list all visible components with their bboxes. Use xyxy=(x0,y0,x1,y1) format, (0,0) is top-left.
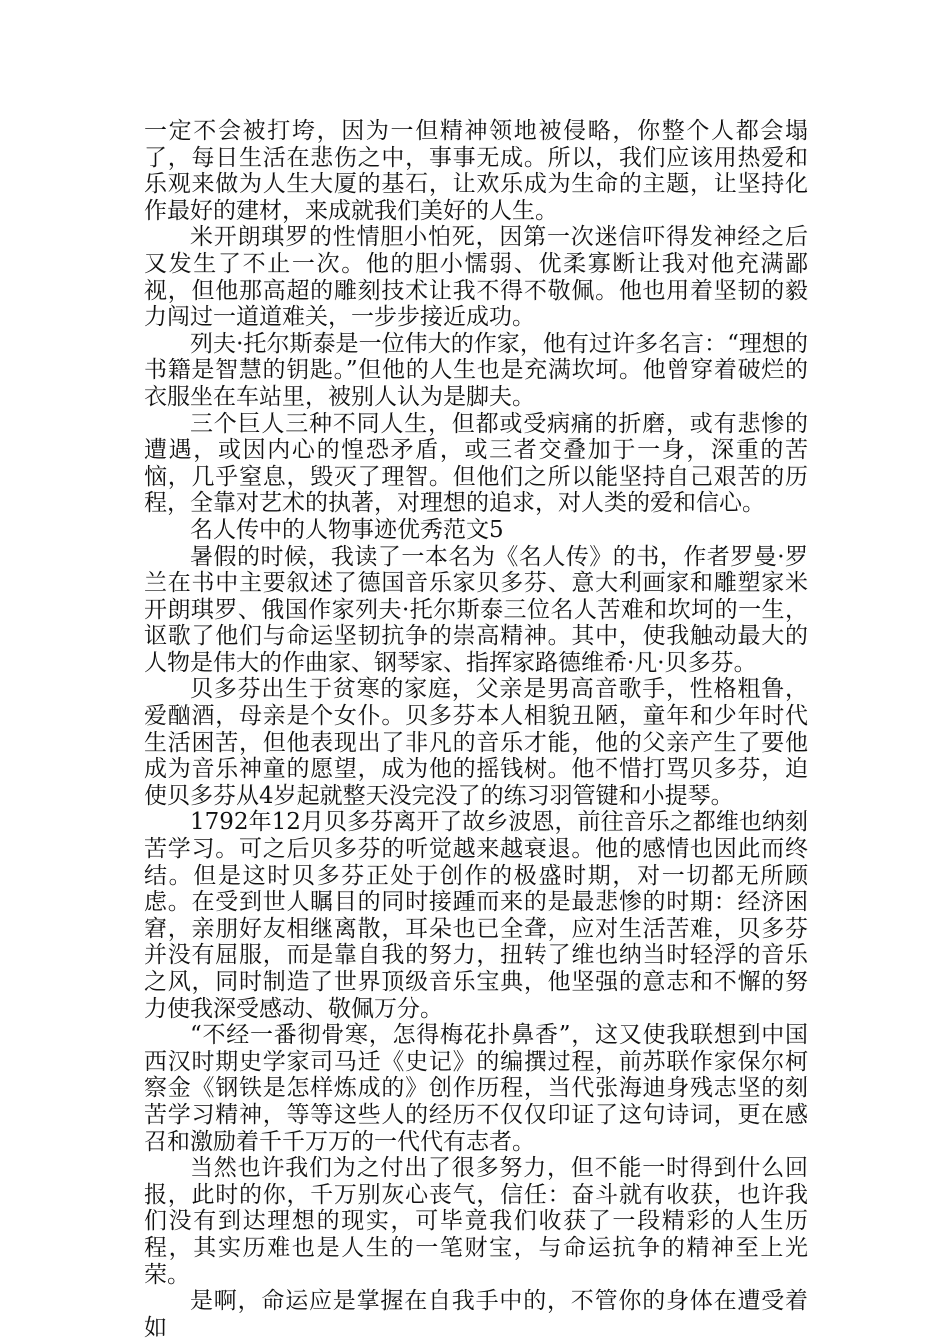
paragraph-3: 列夫·托尔斯泰是一位伟大的作家，他有过许多名言：“理想的书籍是智慧的钥匙。”但他的人生也是充满坎坷。他曾穿着破烂的衣服坐在车站里，被别人认为是脚夫。 xyxy=(144,330,808,410)
paragraph-8: “不经一番彻骨寒，怎得梅花扑鼻香”，这又使我联想到中国西汉时期史学家司马迁《史记》的编撰过程，前苏联作家保尔柯察金《钢铁是怎样炼成的》创作历程，当代张海迪身残志坚的刻苦学习精神，等等这些人的经历不仅仅印证了这句诗词，更在感召和激励着千千万万的一代代有志者。 xyxy=(144,1022,808,1155)
paragraph-1: 一定不会被打垮，因为一但精神领地被侵略，你整个人都会塌了，每日生活在悲伤之中，事事无成。所以，我们应该用热爱和乐观来做为人生大厦的基石，让欢乐成为生命的主题，让坚持化作最好的建材，来成就我们美好的人生。 xyxy=(144,118,808,224)
paragraph-6: 贝多芬出生于贫寒的家庭，父亲是男高音歌手，性格粗鲁，爱酗酒，母亲是个女仆。贝多芬本人相貌丑陋，童年和少年时代生活困苦，但他表现出了非凡的音乐才能，他的父亲产生了要他成为音乐神童的愿望，成为他的摇钱树。他不惜打骂贝多芬，迫使贝多芬从4岁起就整天没完没了的练习羽管键和小提琴。 xyxy=(144,676,808,809)
section-heading: 名人传中的人物事迹优秀范文5 xyxy=(190,516,504,543)
paragraph-9: 当然也许我们为之付出了很多努力，但不能一时得到什么回报，此时的你，千万别灰心丧气，信任：奋斗就有收获，也许我们没有到达理想的现实，可毕竟我们收获了一段精彩的人生历程，其实历难也是人生的一笔财宝，与命运抗争的精神至上光荣。 xyxy=(144,1155,808,1288)
paragraph-7: 1792年12月贝多芬离开了故乡波恩，前往音乐之都维也纳刻苦学习。可之后贝多芬的听觉越来越衰退。他的感情也因此而终结。但是这时贝多芬正处于创作的极盛时期，对一切都无所顾虑。在受到世人瞩目的同时接踵而来的是最悲惨的时期：经济困窘，亲朋好友相继离散，耳朵也已全聋，应对生活苦难，贝多芬并没有屈服，而是靠自我的努力，扭转了维也纳当时轻浮的音乐之风，同时制造了世界顶级音乐宝典，他坚强的意志和不懈的努力使我深受感动、敬佩万分。 xyxy=(144,809,808,1022)
document-body xyxy=(144,118,808,1341)
paragraph-2: 米开朗琪罗的性情胆小怕死，因第一次迷信吓得发神经之后又发生了不止一次。他的胆小懦弱、优柔寡断让我对他充满鄙视，但他那高超的雕刻技术让我不得不敬佩。他也用着坚韧的毅力闯过一道道难关，一步步接近成功。 xyxy=(144,224,808,331)
paragraph-10: 是啊，命运应是掌握在自我手中的，不管你的身体在遭受着如 xyxy=(144,1288,808,1341)
paragraph-4: 三个巨人三种不同人生，但都或受病痛的折磨，或有悲惨的遭遇，或因内心的惶恐矛盾，或三者交叠加于一身，深重的苦恼，几乎窒息，毁灭了理智。但他们之所以能坚持自己艰苦的历程，全靠对艺术的执著，对理想的追求，对人类的爱和信心。 xyxy=(144,410,808,517)
paragraph-5: 暑假的时候，我读了一本名为《名人传》的书，作者罗曼·罗兰在书中主要叙述了德国音乐家贝多芬、意大利画家和雕塑家米开朗琪罗、俄国作家列夫·托尔斯泰三位名人苦难和坎坷的一生，讴歌了他们与命运坚韧抗争的崇高精神。其中，使我触动最大的人物是伟大的作曲家、钢琴家、指挥家路德维希·凡·贝多芬。 xyxy=(144,543,808,676)
